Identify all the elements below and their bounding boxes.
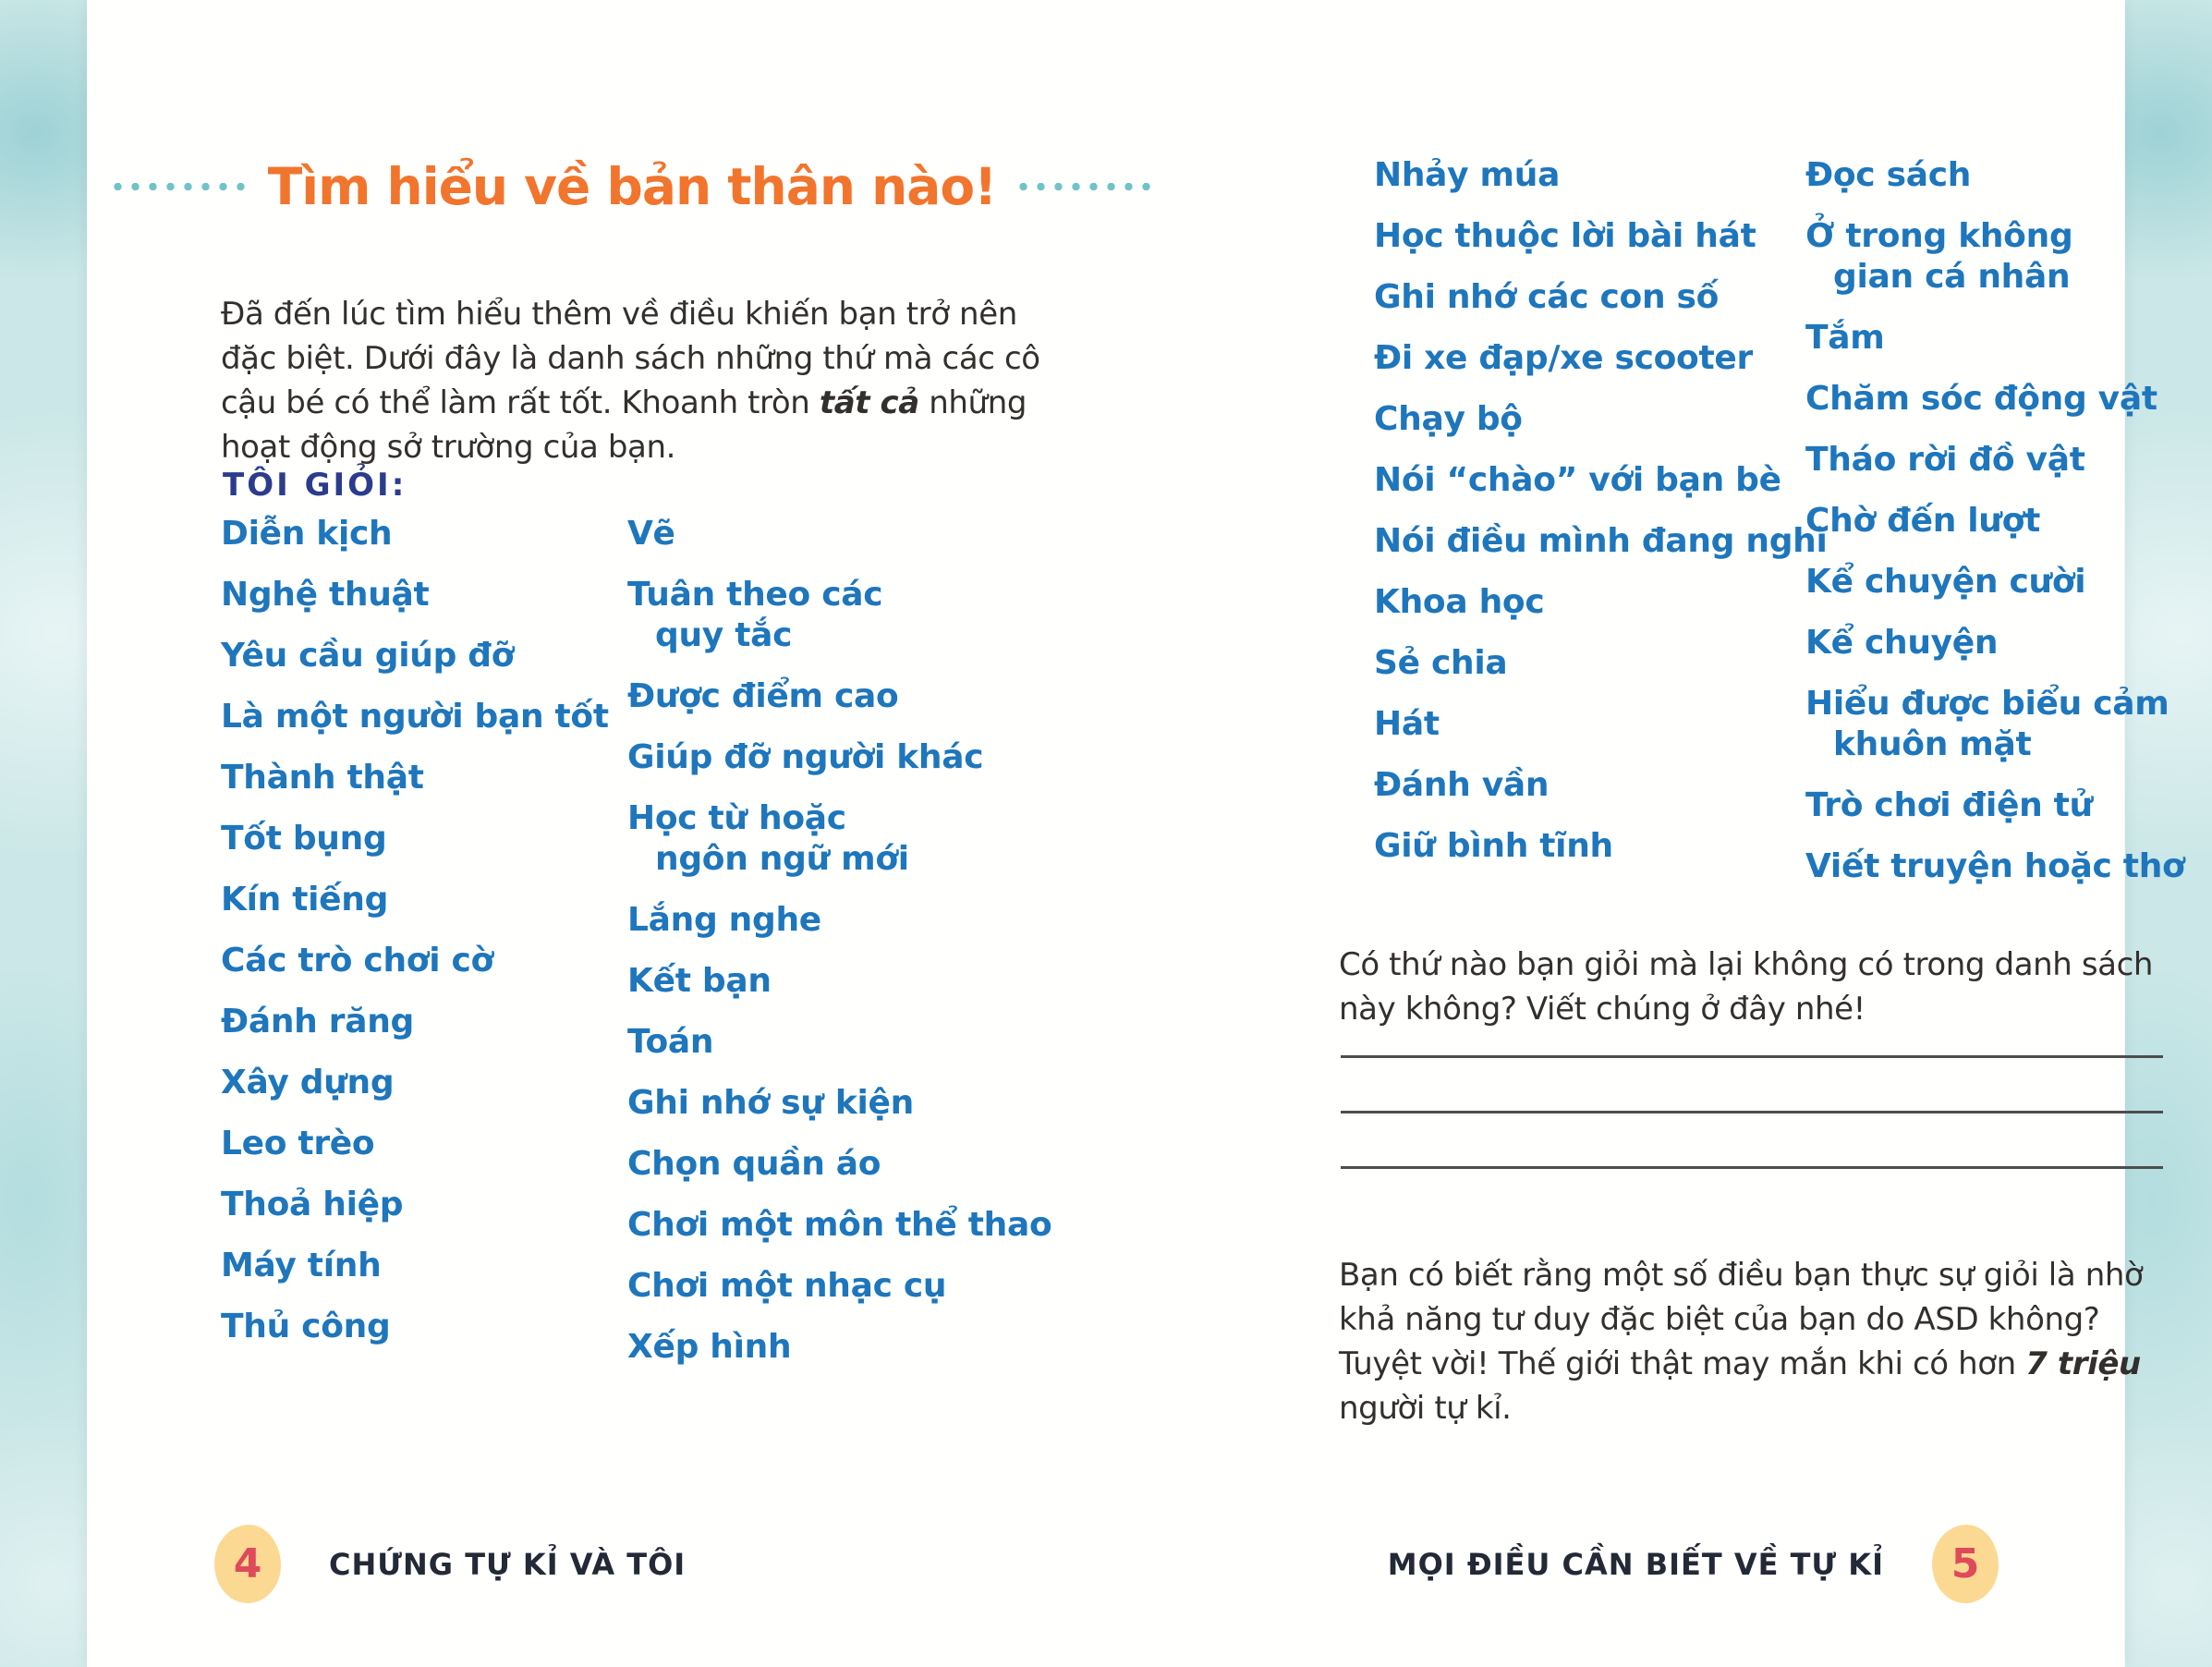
list-item: Đọc sách <box>1805 156 1972 194</box>
page-number-badge <box>1932 1525 1999 1603</box>
write-line <box>1341 1058 2163 1113</box>
list-item: Giúp đỡ người khác <box>627 738 984 776</box>
list-item: Xếp hình <box>627 1328 792 1366</box>
list-item: Kể chuyện <box>1805 624 1999 662</box>
list-item: Xây dựng <box>221 1064 395 1101</box>
book-pages <box>87 0 2185 1667</box>
list-item: Chăm sóc động vật <box>1805 380 2157 418</box>
list-item: Thành thật <box>221 759 424 797</box>
list-item: Chạy bộ <box>1374 400 1523 438</box>
write-line <box>1341 1113 2163 1169</box>
chapter-title: MỌI ĐIỀU CẦN BIẾT VỀ TỰ KỈ <box>1387 1546 1884 1582</box>
list-item: Tháo rời đồ vật <box>1805 441 2085 479</box>
list-item: Ghi nhớ các con số <box>1374 278 1720 316</box>
left-page-footer <box>214 1525 686 1603</box>
page-number-badge <box>214 1525 281 1603</box>
list-item: Hiểu được biểu cảm khuôn mặt <box>1805 685 2169 763</box>
skills-list-column-3 <box>1374 155 1828 887</box>
list-item: Yêu cầu giúp đỡ <box>221 637 515 675</box>
list-item: Diễn kịch <box>221 515 393 553</box>
list-item: Vẽ <box>627 515 675 553</box>
page-number: 5 <box>1951 1540 1980 1588</box>
list-item: Kết bạn <box>627 962 772 1000</box>
closing-text-emphasis: 7 triệu <box>2025 1345 2141 1382</box>
closing-paragraph <box>1339 1253 2184 1430</box>
list-item: Kín tiếng <box>221 881 389 919</box>
list-item: Nhảy múa <box>1374 156 1561 194</box>
right-page-footer <box>1388 1525 1999 1603</box>
skills-list-column-2 <box>627 514 1051 1388</box>
list-item: Nghệ thuật <box>221 576 430 614</box>
closing-text-before: Bạn có biết rằng một số điều bạn thực sự giỏi là nhờ khả năng tư duy đặc biệt của bạn do ASD không? Tuyệt vời! Thế giới thật may mắn khi có hơn <box>1339 1257 2144 1382</box>
list-item: Được điểm cao <box>627 677 899 715</box>
list-heading: TÔI GIỎI: <box>223 467 407 504</box>
list-item: Giữ bình tĩnh <box>1374 827 1613 865</box>
list-item: Khoa học <box>1374 583 1545 621</box>
list-item: Đi xe đạp/xe scooter <box>1374 339 1753 377</box>
list-item: Chơi một nhạc cụ <box>627 1267 947 1305</box>
list-item: Máy tính <box>221 1247 382 1284</box>
skills-list-column-1 <box>221 514 609 1368</box>
list-item: Là một người bạn tốt <box>221 698 609 736</box>
list-item: Toán <box>627 1023 714 1061</box>
book-title: CHỨNG TỰ KỈ VÀ TÔI <box>329 1546 687 1582</box>
list-item: Trò chơi điện tử <box>1805 786 2093 824</box>
intro-text-emphasis: tất cả <box>819 384 919 421</box>
list-item: Học từ hoặc ngôn ngữ mới <box>627 799 909 878</box>
intro-text-before: Đã đến lúc tìm hiểu thêm về điều khiến bạn trở nên đặc biệt. Dưới đây là danh sách những thứ mà các cô cậu bé có thể làm rất tốt. Khoanh tròn <box>221 296 1040 421</box>
list-item: Tuân theo các quy tắc <box>627 576 883 654</box>
list-item: Tắm <box>1805 319 1885 357</box>
dotted-line-right-icon <box>1015 182 1155 191</box>
closing-text-after: người tự kỉ. <box>1339 1390 1512 1427</box>
left-page-edge-texture <box>0 0 87 1667</box>
write-line <box>1341 1003 2163 1058</box>
list-item: Viết truyện hoặc thơ <box>1805 847 2185 885</box>
intro-paragraph <box>221 292 1052 469</box>
list-item: Đánh vần <box>1374 766 1550 804</box>
section-title-row <box>221 153 1043 220</box>
list-item: Chọn quần áo <box>627 1145 881 1183</box>
list-item: Đánh răng <box>221 1003 414 1040</box>
list-item: Sẻ chia <box>1374 644 1508 682</box>
dotted-line-left-icon <box>109 182 249 191</box>
skills-list-column-4 <box>1805 155 2184 907</box>
question-paragraph: Có thứ nào bạn giỏi mà lại không có trong danh sách này không? Viết chúng ở đây nhé! <box>1339 946 2154 1028</box>
list-item: Leo trèo <box>221 1125 375 1162</box>
intro-text-after: những hoạt động sở trường của bạn. <box>221 384 1027 466</box>
list-item: Kể chuyện cười <box>1805 563 2086 601</box>
list-item: Học thuộc lời bài hát <box>1374 217 1756 255</box>
list-item: Nói “chào” với bạn bè <box>1374 461 1781 499</box>
list-item: Thủ công <box>221 1308 391 1345</box>
list-item: Lắng nghe <box>627 901 821 939</box>
list-item: Ghi nhớ sự kiện <box>627 1084 914 1122</box>
list-item: Ở trong không gian cá nhân <box>1805 217 2073 296</box>
list-item: Các trò chơi cờ <box>221 942 493 980</box>
list-item: Nói điều mình đang nghĩ <box>1374 522 1828 560</box>
list-item: Chờ đến lượt <box>1805 502 2040 540</box>
writing-lines <box>1341 1003 2163 1169</box>
list-item: Chơi một môn thể thao <box>627 1206 1052 1244</box>
page-title: Tìm hiểu về bản thân nào! <box>267 157 997 216</box>
list-item: Hát <box>1374 705 1440 743</box>
page-number: 4 <box>233 1540 262 1588</box>
list-item: Thoả hiệp <box>221 1186 404 1223</box>
list-item: Tốt bụng <box>221 820 387 858</box>
